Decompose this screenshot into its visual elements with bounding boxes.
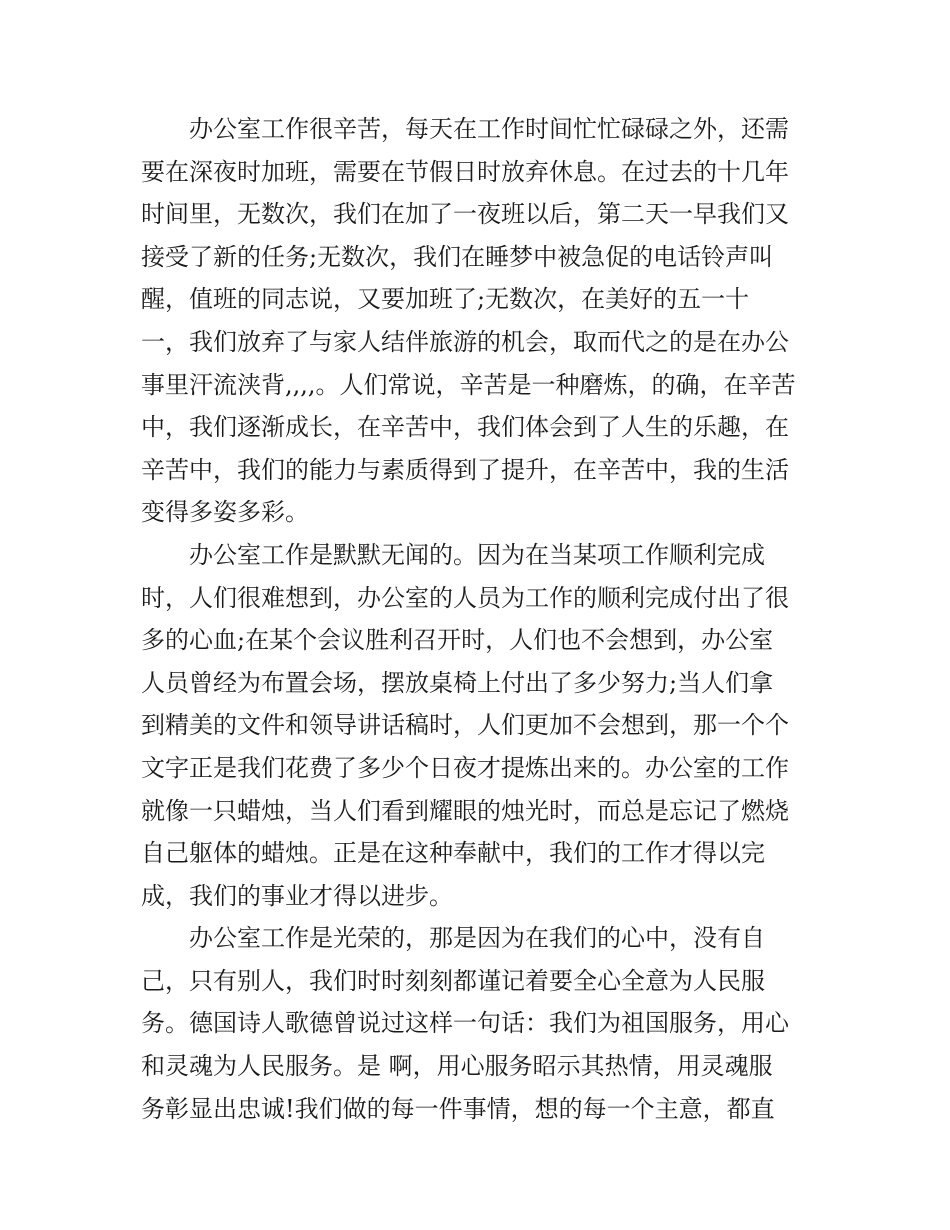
text-line: 一，我们放弃了与家人结伴旅游的机会，取而代之的是在办公	[141, 327, 789, 356]
text-line: 时，人们很难想到，办公室的人员为工作的顺利完成付出了很	[141, 583, 789, 612]
paragraph-2	[141, 534, 813, 917]
text-line: 务。德国诗人歌德曾说过这样一句话：我们为祖国服务，用心	[141, 1009, 789, 1038]
text-line: 办公室工作是默默无闻的。因为在当某项工作顺利完成	[189, 540, 765, 569]
text-line: 人员曾经为布置会场，摆放桌椅上付出了多少努力;当人们拿	[141, 668, 774, 697]
text-line: 要在深夜时加班，需要在节假日时放弃休息。在过去的十几年	[141, 157, 789, 186]
text-line: 变得多姿多彩。	[141, 498, 309, 527]
text-line: 自己躯体的蜡烛。正是在这种奉献中，我们的工作才得以完	[141, 839, 765, 868]
text-line: 和灵魂为人民服务。是 啊，用心服务昭示其热情，用灵魂服	[141, 1052, 773, 1081]
text-line: 中，我们逐渐成长，在辛苦中，我们体会到了人生的乐趣，在	[141, 413, 789, 442]
text-line: 办公室工作很辛苦，每天在工作时间忙忙碌碌之外，还需	[189, 115, 789, 143]
text-line: 文字正是我们花费了多少个日夜才提炼出来的。办公室的工作	[141, 753, 789, 782]
text-line: 成，我们的事业才得以进步。	[141, 881, 453, 910]
text-line: 事里汗流浃背,,,,。人们常说，辛苦是一种磨炼，的确，在辛苦	[141, 370, 796, 399]
text-line: 务彰显出忠诚!我们做的每一件事情，想的每一个主意，都直	[141, 1094, 775, 1123]
document-body	[141, 108, 813, 1130]
text-line: 到精美的文件和领导讲话稿时，人们更加不会想到，那一个个	[141, 711, 789, 740]
text-line: 多的心血;在某个会议胜利召开时，人们也不会想到，办公室	[141, 626, 774, 655]
text-line: 辛苦中，我们的能力与素质得到了提升，在辛苦中，我的生活	[141, 455, 789, 484]
text-line: 办公室工作是光荣的，那是因为在我们的心中，没有自	[189, 924, 765, 953]
text-line: 接受了新的任务;无数次，我们在睡梦中被急促的电话铃声叫	[141, 242, 774, 271]
text-line: 时间里，无数次，我们在加了一夜班以后，第二天一早我们又	[141, 200, 789, 229]
text-line: 就像一只蜡烛，当人们看到耀眼的烛光时，而总是忘记了燃烧	[141, 796, 789, 825]
text-line: 醒，值班的同志说，又要加班了;无数次，在美好的五一十	[141, 285, 750, 314]
paragraph-3	[141, 917, 813, 1130]
text-line: 己，只有别人，我们时时刻刻都谨记着要全心全意为人民服	[141, 966, 765, 995]
paragraph-1	[141, 108, 813, 534]
